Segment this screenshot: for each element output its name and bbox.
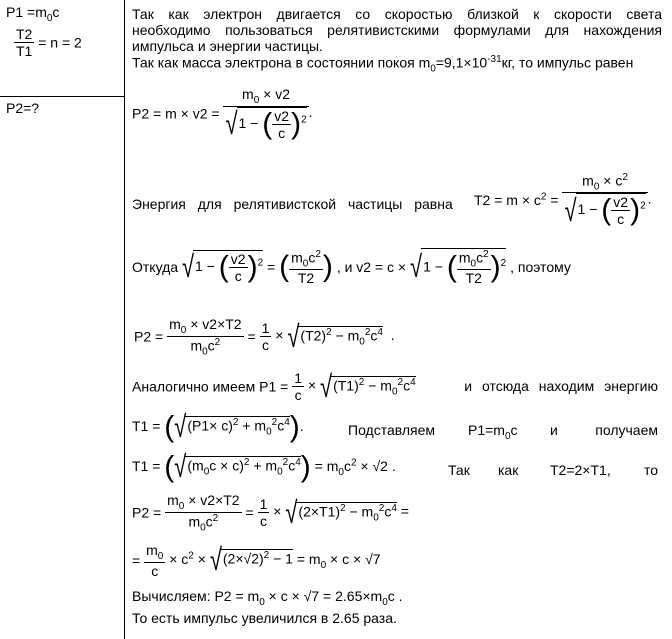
formula-momentum: P2 = m × v2 = $m_0 \times v2$ √1 − ( $\frac{v2}{c}$ )$^2$ . <box>132 86 313 142</box>
analog-line: Аналогично имеем P1 = $\frac{1}{c}$ × $√(T1)^2 - m_0^2c^4$ и отсюда находим энергию <box>132 368 658 404</box>
given-p1: $P1 =m_0c$ <box>6 4 60 24</box>
intro-paragraph: Так как электрон двигается со скоростью близкой к скорости света необходимо пользоваться релятивистскими формулами для нахождения импульса и энергии частицы. Так как масса электрона в состоянии покоя $m_0=9,1\times 10^{-31}кг$, то импульс равен <box>132 6 662 75</box>
given-ratio: $\frac{T2}{T1}$ = n = 2 <box>16 26 82 59</box>
formula-p2-final: P2 = $\frac{m_0 \times v2\times T2}{m_0c^2}$ = $\frac{1}{c}$ × $√(2\times T1)^2 - m_0^2c^4$ = <box>132 492 409 534</box>
given-unknown: P2=? <box>6 100 40 116</box>
compute-line: Вычисляем: $P2 = m_0 \times c \times √7 = 2.65\times m_0c$ . <box>132 588 403 608</box>
t1-line-a: $T1 = (√(P1\times c)^2 + m_0^2c^4)$. Подставляем $P1=m_0c$ и получаем <box>132 408 658 444</box>
otkuda-line: Откуда √1 − ( $\frac{v2}{c}$ )$^2$ = ( $\frac{m_0c^2}{T2}$ ) , и v2 = c × √1 − ( $\frac{m_0c^2}{T2}$ )$^2$ , поэтому <box>132 248 571 287</box>
given-divider <box>0 96 124 97</box>
formula-p2-energy: P2 = $\frac{m_0 \times v2\times T2}{m_0c^2}$ = $\frac{1}{c}$ × $√(T2)^2 - m_0^2c^4$ . <box>134 316 395 358</box>
formula-simplify: = $\frac{m_0}{c}$ × $c^2 \times √(2\times√2)^2 - 1 = m_0 \times c \times √7$ <box>132 542 381 579</box>
vertical-divider <box>124 0 125 639</box>
t1-line-b: $T1 = (√(m_0c \times c)^2 + m_0^2c^4) = m_0c^2 \times √2$ . Так как T2=2×T1, то <box>132 448 658 484</box>
conclusion: То есть импульс увеличился в 2.65 раза. <box>132 610 397 626</box>
